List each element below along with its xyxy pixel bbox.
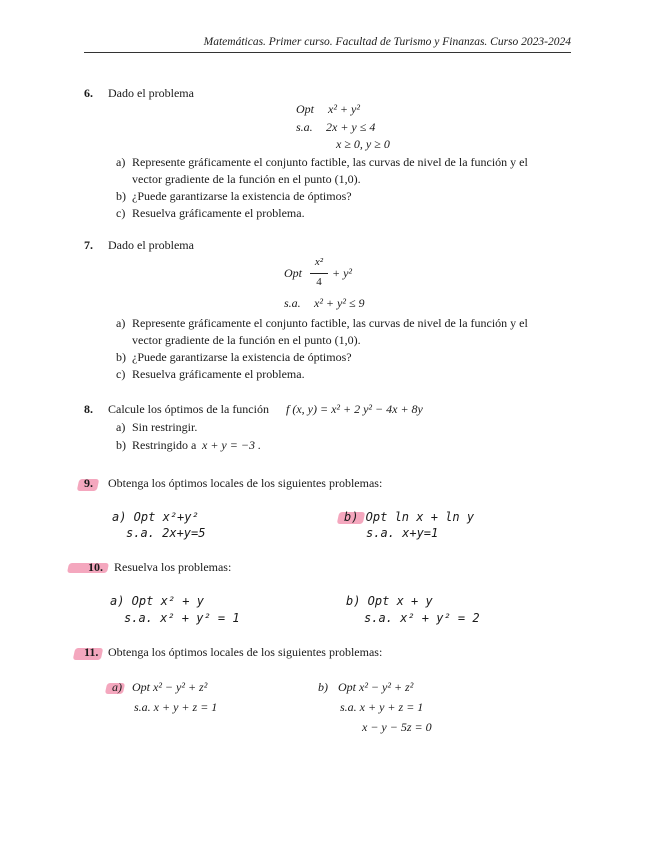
problem-6-constraint-1: 2x + y ≤ 4 <box>326 120 376 134</box>
problem-11b-constraint-1: s.a. x + y + z = 1 <box>340 700 424 714</box>
problem-7-opt-label: Opt <box>284 266 302 280</box>
problem-10a-constraint: s.a. x² + y² = 1 <box>124 611 240 625</box>
problem-8a-label: a) <box>116 420 126 434</box>
problem-8-function: f (x, y) = x² + 2 y² − 4x + 8y <box>286 402 423 416</box>
problem-7-frac-denominator: 4 <box>316 276 322 288</box>
problem-11b-objective: Opt x² − y² + z² <box>338 680 414 694</box>
problem-6-constraint-2: x ≥ 0, y ≥ 0 <box>336 137 390 151</box>
problem-7-constraint-1: x² + y² ≤ 9 <box>314 296 365 310</box>
problem-8-intro: Calcule los óptimos de la función <box>108 402 269 416</box>
problem-11-intro: Obtenga los óptimos locales de los siguientes problemas: <box>108 645 383 659</box>
problem-9a-constraint: s.a. 2x+y=5 <box>126 526 206 540</box>
problem-10b-objective: b) Opt x + y <box>346 594 433 608</box>
problem-9b-objective: b) Opt ln x + ln y <box>344 510 475 524</box>
problem-7a-text-line2: vector gradiente de la función en el punto (1,0). <box>132 333 361 347</box>
problem-7-intro: Dado el problema <box>108 238 194 252</box>
problem-11-number: 11. <box>84 645 99 659</box>
problem-6-intro: Dado el problema <box>108 86 194 100</box>
problem-10a-objective: a) Opt x² + y <box>110 594 204 608</box>
problem-11a-objective: Opt x² − y² + z² <box>132 680 208 694</box>
problem-8-number: 8. <box>84 402 93 416</box>
problem-7b-text: ¿Puede garantizarse la existencia de óptimos? <box>132 350 352 364</box>
problem-9a-objective: a) Opt x²+y² <box>112 510 199 524</box>
problem-6a-text-line2: vector gradiente de la función en el punto (1,0). <box>132 172 361 186</box>
problem-7a-label: a) <box>116 316 126 330</box>
problem-11b-constraint-2: x − y − 5z = 0 <box>362 720 432 734</box>
problem-8b-expression: x + y = −3 . <box>202 438 261 452</box>
problem-6c-text: Resuelva gráficamente el problema. <box>132 206 305 220</box>
problem-6a-text-line1: Represente gráficamente el conjunto factible, las curvas de nivel de la función y el <box>132 155 528 169</box>
problem-10b-constraint: s.a. x² + y² = 2 <box>364 611 480 625</box>
problem-11a-constraint: s.a. x + y + z = 1 <box>134 700 218 714</box>
problem-6-objective: x² + y² <box>328 102 360 116</box>
problem-7c-label: c) <box>116 367 126 381</box>
problem-7b-label: b) <box>116 350 126 364</box>
problem-6-opt-label: Opt <box>296 102 314 116</box>
problem-9-intro: Obtenga los óptimos locales de los siguientes problemas: <box>108 476 383 490</box>
problem-10-intro: Resuelva los problemas: <box>114 560 232 574</box>
problem-9-number: 9. <box>84 476 93 490</box>
problem-6b-text: ¿Puede garantizarse la existencia de óptimos? <box>132 189 352 203</box>
problem-6a-label: a) <box>116 155 126 169</box>
problem-7c-text: Resuelva gráficamente el problema. <box>132 367 305 381</box>
problem-8b-label: b) <box>116 438 126 452</box>
problem-7-objective-rest: + y² <box>332 266 353 280</box>
problem-9b-constraint: s.a. x+y=1 <box>366 526 439 540</box>
page-header: Matemáticas. Primer curso. Facultad de Turismo y Finanzas. Curso 2023-2024 <box>203 36 571 48</box>
problem-7-number: 7. <box>84 238 93 252</box>
problem-6-number: 6. <box>84 86 93 100</box>
problem-8a-text: Sin restringir. <box>132 420 198 434</box>
problem-11b-label: b) <box>318 680 328 694</box>
problem-7a-text-line1: Represente gráficamente el conjunto factible, las curvas de nivel de la función y el <box>132 316 528 330</box>
problem-6c-label: c) <box>116 206 126 220</box>
header-rule <box>84 52 571 53</box>
problem-7-sa-label: s.a. <box>284 296 301 310</box>
problem-6-sa-label: s.a. <box>296 120 313 134</box>
problem-7-fraction-bar <box>310 273 328 274</box>
problem-8b-text: Restringido a <box>132 438 197 452</box>
problem-11a-label: a) <box>112 680 122 694</box>
problem-7-frac-numerator: x² <box>314 256 324 268</box>
problem-6b-label: b) <box>116 189 126 203</box>
problem-10-number: 10. <box>88 560 103 574</box>
